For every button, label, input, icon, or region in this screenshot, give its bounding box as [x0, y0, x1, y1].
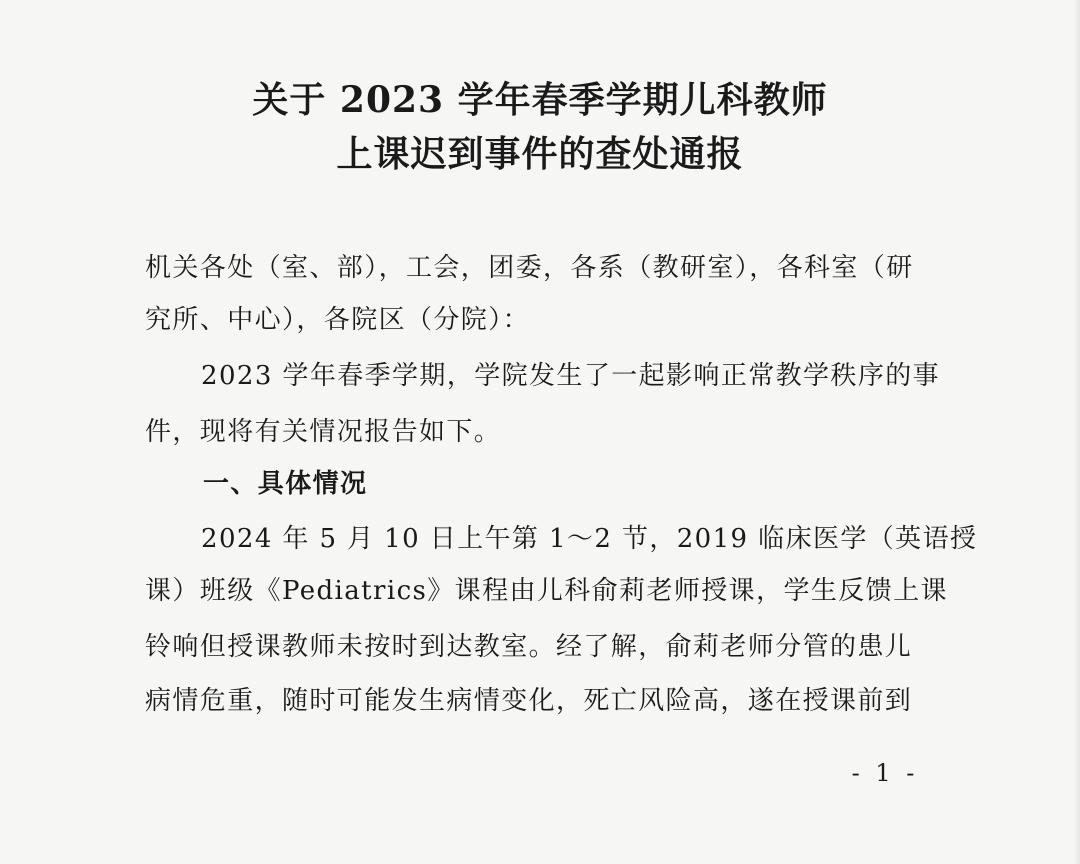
paragraph-1-line-2: 件，现将有关情况报告如下。 [145, 417, 502, 447]
paragraph-2-line-2: 课）班级《Pediatrics》课程由儿科俞莉老师授课，学生反馈上课 [145, 576, 948, 606]
paragraph-2-line-4: 病情危重，随时可能发生病情变化，死亡风险高，遂在授课前到 [145, 686, 913, 716]
paragraph-1-line-1: 2023 学年春季学期，学院发生了一起影响正常教学秩序的事 [201, 361, 941, 391]
document-title-line-1: 关于 2023 学年春季学期儿科教师 [252, 79, 828, 121]
page-edge-shadow [1074, 0, 1080, 864]
section-heading-specific-situation: 一、具体情况 [203, 469, 368, 499]
page-number: - 1 - [851, 759, 919, 787]
paragraph-2-line-1: 2024 年 5 月 10 日上午第 1～2 节，2019 临床医学（英语授 [201, 524, 978, 554]
paragraph-2-line-3: 铃响但授课教师未按时到达教室。经了解，俞莉老师分管的患儿 [145, 632, 913, 662]
document-title-line-2: 上课迟到事件的查处通报 [336, 133, 744, 175]
addressee-line-1: 机关各处（室、部），工会，团委，各系（教研室），各科室（研 [145, 253, 914, 283]
addressee-line-2: 究所、中心），各院区（分院）： [145, 305, 531, 335]
